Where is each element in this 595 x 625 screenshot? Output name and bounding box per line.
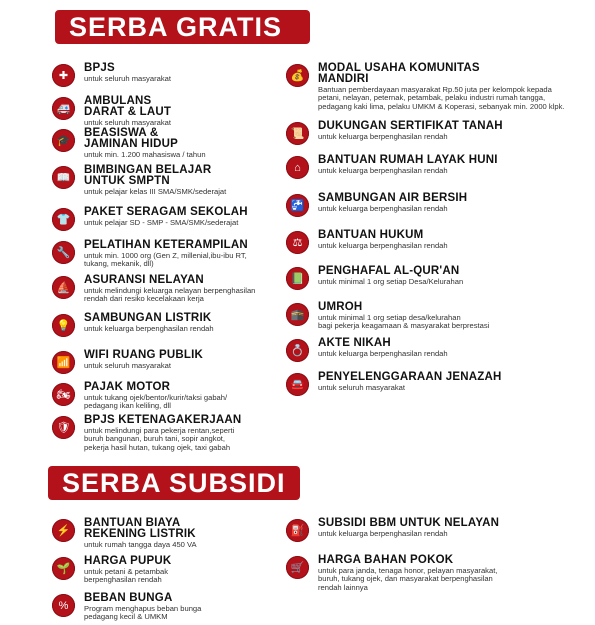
program-item	[52, 96, 171, 127]
program-item	[286, 372, 502, 396]
program-item	[286, 338, 448, 362]
program-description: untuk keluarga berpenghasilan rendah	[318, 166, 448, 175]
program-title: SUBSIDI BBM UNTUK NELAYAN	[318, 517, 500, 529]
graduation-cap-icon: 🎓	[52, 129, 75, 152]
program-title: PENGHAFAL AL-QUR'AN	[318, 265, 460, 277]
program-description: untuk tukang ojek/bentor/kurir/taksi gabah/ pedagang ikan keliling, dll	[84, 393, 228, 411]
program-description: untuk minimal 1 org setiap desa/kelurahan bagi pekerja keagamaan & masyarakat berprestasi	[318, 313, 490, 331]
program-title: BPJS	[84, 62, 115, 74]
program-description: untuk seluruh masyarakat	[318, 383, 405, 392]
program-description: untuk pelajar kelas III SMA/SMK/sederajat	[84, 187, 227, 196]
serba-gratis-header: SERBA GRATIS	[55, 10, 310, 44]
program-item	[286, 121, 503, 145]
certificate-icon: 📜	[286, 122, 309, 145]
program-description: untuk keluarga berpenghasilan rendah	[318, 204, 448, 213]
program-title: AKTE NIKAH	[318, 337, 391, 349]
shirt-icon: 👕	[52, 208, 75, 231]
faucet-icon: 🚰	[286, 194, 309, 217]
program-item	[52, 350, 203, 374]
health-icon: ✚	[52, 64, 75, 87]
program-description: Bantuan pemberdayaan masyarakat Rp.50 juta per kelompok kepada petani, nelayan, peternak, petambak, pelaku industri rumah tangga, pedagang kaki lima, pelaku UMKM & Koperasi, sebanyak min. 2000 klpk.	[318, 85, 565, 111]
ambulance-icon: 🚑	[52, 97, 75, 120]
program-item	[52, 63, 171, 87]
program-description: untuk petani & petambak berpenghasilan rendah	[84, 567, 169, 585]
program-title: MODAL USAHA KOMUNITAS MANDIRI	[318, 62, 480, 85]
groceries-icon: 🛒	[286, 556, 309, 579]
rings-icon: 💍	[286, 339, 309, 362]
program-description: untuk seluruh masyarakat	[84, 74, 171, 83]
quran-icon: 📗	[286, 267, 309, 290]
fertilizer-icon: 🌱	[52, 557, 75, 580]
program-item	[52, 382, 227, 411]
program-item	[52, 240, 248, 269]
program-item	[286, 193, 467, 217]
program-item	[286, 266, 463, 290]
electric-bill-icon: ⚡	[52, 519, 75, 542]
program-title: AMBULANS DARAT & LAUT	[84, 95, 172, 118]
boat-icon: ⛵	[52, 276, 75, 299]
shield-icon: 🛡	[52, 416, 75, 439]
program-description: Program menghapus beban bunga pedagang kecil & UMKM	[84, 604, 202, 622]
program-description: untuk melindungi para pekerja rentan,seperti buruh bangunan, buruh tani, sopir angkot, pekerja hasil hutan, tukang ojek, taxi gabah	[84, 426, 235, 452]
book-icon: 📖	[52, 166, 75, 189]
program-item	[286, 302, 489, 331]
program-title: ASURANSI NELAYAN	[84, 274, 204, 286]
program-description: untuk melindungi keluarga nelayan berpenghasilan rendah dari resiko kecelakaan kerja	[84, 286, 256, 304]
program-title: DUKUNGAN SERTIFIKAT TANAH	[318, 120, 503, 132]
lightbulb-icon: 💡	[52, 314, 75, 337]
program-title: BIMBINGAN BELAJAR UNTUK SMPTN	[84, 164, 212, 187]
program-description: untuk seluruh masyarakat	[84, 118, 171, 127]
program-description: untuk keluarga berpenghasilan rendah	[318, 132, 448, 141]
fuel-pump-icon: ⛽	[286, 519, 309, 542]
program-description: untuk keluarga berpenghasilan rendah	[318, 241, 448, 250]
program-description: untuk rumah tangga daya 450 VA	[84, 540, 197, 549]
program-description: untuk keluarga berpenghasilan rendah	[84, 324, 214, 333]
program-description: untuk seluruh masyarakat	[84, 361, 171, 370]
program-title: BEBAN BUNGA	[84, 592, 173, 604]
program-title: PELATIHAN KETERAMPILAN	[84, 239, 248, 251]
program-item	[52, 593, 201, 622]
program-title: PAJAK MOTOR	[84, 381, 171, 393]
program-item	[52, 128, 206, 159]
program-title: SAMBUNGAN AIR BERSIH	[318, 192, 468, 204]
program-item	[286, 155, 498, 179]
program-title: BANTUAN RUMAH LAYAK HUNI	[318, 154, 498, 166]
scales-icon: ⚖	[286, 231, 309, 254]
program-description: untuk pelajar SD - SMP - SMA/SMK/sederajat	[84, 218, 239, 227]
program-title: HARGA PUPUK	[84, 555, 172, 567]
motorcycle-icon: 🏍	[52, 383, 75, 406]
program-title: BPJS KETENAGAKERJAAN	[84, 414, 242, 426]
program-title: HARGA BAHAN POKOK	[318, 554, 454, 566]
program-item	[286, 230, 448, 254]
program-item	[52, 415, 241, 452]
house-icon: ⌂	[286, 156, 309, 179]
program-item	[286, 518, 499, 542]
percent-icon: %	[52, 594, 75, 617]
program-item	[52, 313, 214, 337]
program-title: BANTUAN BIAYA REKENING LISTRIK	[84, 517, 196, 540]
program-title: BANTUAN HUKUM	[318, 229, 424, 241]
tools-icon: 🔧	[52, 241, 75, 264]
program-description: untuk para janda, tenaga honor, pelayan masyarakat, buruh, tukang ojek, dan masyarakat berpenghasilan rendah lainnya	[318, 566, 498, 592]
program-title: PAKET SERAGAM SEKOLAH	[84, 206, 248, 218]
program-item	[286, 555, 497, 592]
kaaba-icon: 🕋	[286, 303, 309, 326]
hearse-icon: 🚘	[286, 373, 309, 396]
program-description: untuk keluarga berpenghasilan rendah	[318, 349, 448, 358]
program-item	[52, 556, 171, 585]
wifi-icon: 📶	[52, 351, 75, 374]
program-title: UMROH	[318, 301, 363, 313]
serba-subsidi-header: SERBA SUBSIDI	[48, 466, 300, 500]
program-description: untuk min. 1000 org (Gen Z, millenial,ibu-ibu RT, tukang, mekanik, dll)	[84, 251, 247, 269]
program-title: BEASISWA & JAMINAN HIDUP	[84, 127, 178, 150]
program-title: WIFI RUANG PUBLIK	[84, 349, 204, 361]
program-description: untuk keluarga berpenghasilan rendah	[318, 529, 448, 538]
program-item	[52, 518, 197, 549]
money-bag-icon: 💰	[286, 64, 309, 87]
program-description: untuk minimal 1 org setiap Desa/Kelurahan	[318, 277, 464, 286]
program-item	[286, 63, 565, 111]
program-item	[52, 207, 248, 231]
program-item	[52, 165, 226, 196]
program-item	[52, 275, 255, 304]
program-title: SAMBUNGAN LISTRIK	[84, 312, 212, 324]
program-description: untuk min. 1.200 mahasiswa / tahun	[84, 150, 206, 159]
program-title: PENYELENGGARAAN JENAZAH	[318, 371, 502, 383]
